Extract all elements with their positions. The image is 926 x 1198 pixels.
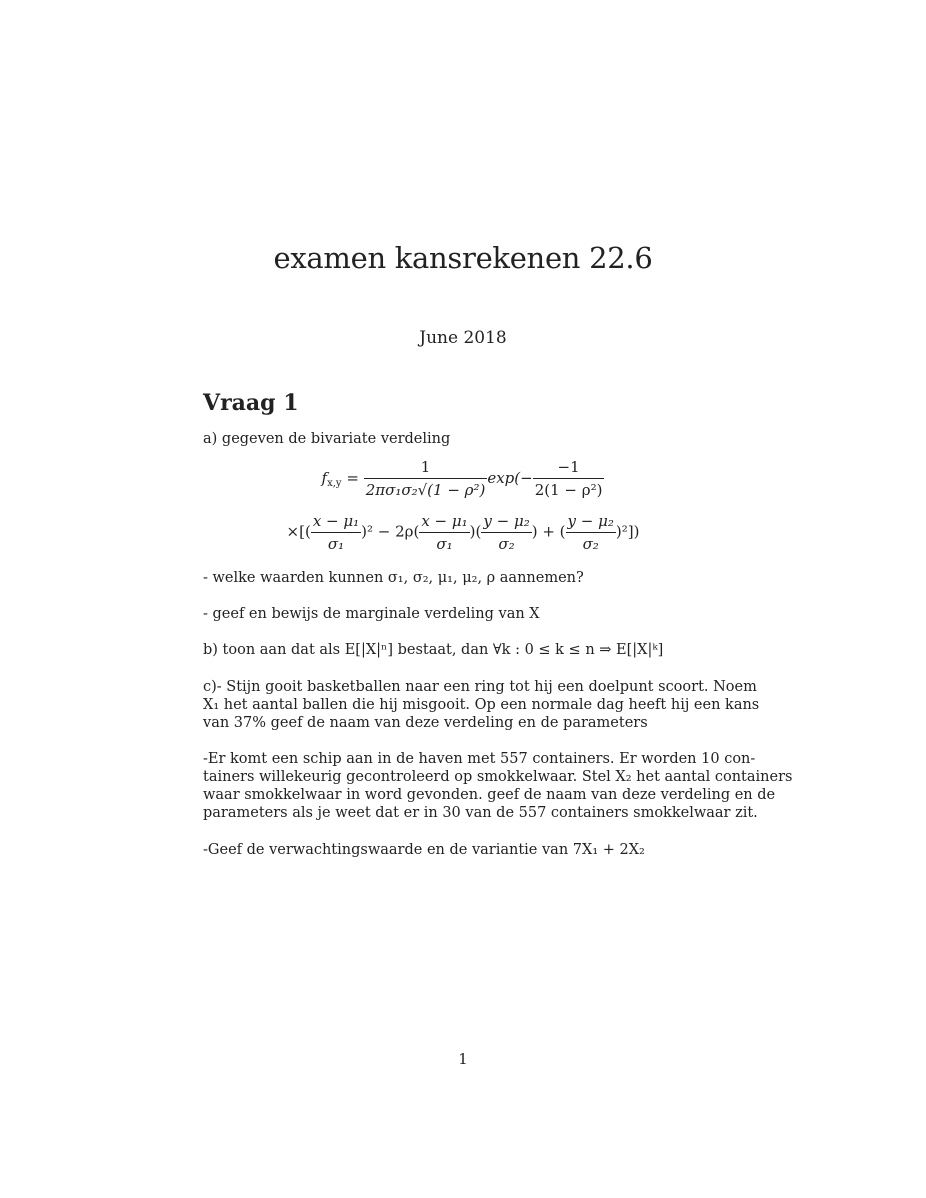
formula-exp: exp(− bbox=[487, 468, 533, 487]
question-ship-line: waar smokkelwaar in word gevonden. geef de naam van deze verdeling en de bbox=[203, 787, 776, 803]
question-b: b) toon aan dat als E[|X|ⁿ] bestaat, dan ∀k : 0 ≤ k ≤ n ⇒ E[|X|ᵏ] bbox=[203, 642, 664, 658]
question-ship-line: tainers willekeurig gecontroleerd op smokkelwaar. Stel X₂ het aantal containers bbox=[203, 769, 793, 785]
question-c-line: X₁ het aantal ballen die hij misgooit. Op een normale dag heeft hij een kans bbox=[203, 697, 760, 713]
formula-line-2: ×[( $\frac{\text{x − μ₁}}{\text{σ₁}}$ )² − 2ρ( $\frac{\text{x − μ₁}}{\text{σ₁}}$ )( $\frac{\text{y − μ₂}}{\text{σ₂}}$ ) + ( $\frac{\text{y − μ₂}}{\text{σ₂}}$ )²]) bbox=[286, 512, 640, 553]
document-date: June 2018 bbox=[419, 328, 507, 348]
page-number: 1 bbox=[458, 1050, 468, 1068]
question-ship-containers bbox=[203, 750, 793, 822]
formula-fraction-x-mu1-b: $\frac{\text{x − μ₁}}{\text{σ₁}}$ bbox=[421, 512, 468, 553]
question-ship-line: parameters als je weet dat er in 30 van de 557 containers smokkelwaar zit. bbox=[203, 805, 758, 821]
formula-line-1: $f_{x,y}$ = $\frac{1}{\text{2πσ₁σ₂√(1 − ρ²)}}$ exp(− $\frac{-1}{\text{2(1 − ρ²)}}$ bbox=[321, 458, 603, 499]
question-a-intro: a) gegeven de bivariate verdeling bbox=[203, 431, 451, 447]
formula-fraction-exponent: $\frac{-1}{\text{2(1 − ρ²)}}$ bbox=[534, 458, 603, 499]
question-expectation-variance: -Geef de verwachtingswaarde en de variantie van 7X₁ + 2X₂ bbox=[203, 842, 645, 858]
question-c-line: van 37% geef de naam van deze verdeling en de parameters bbox=[203, 715, 648, 731]
formula-fraction-normalizer: $\frac{1}{\text{2πσ₁σ₂√(1 − ρ²)}}$ bbox=[365, 458, 486, 499]
question-c-line: c)- Stijn gooit basketballen naar een ring tot hij een doelpunt scoort. Noem bbox=[203, 679, 757, 695]
formula-fraction-y-mu2-b: $\frac{\text{y − μ₂}}{\text{σ₂}}$ bbox=[567, 512, 614, 553]
formula-fraction-x-mu1-a: $\frac{\text{x − μ₁}}{\text{σ₁}}$ bbox=[312, 512, 360, 553]
question-c-basketball bbox=[203, 678, 760, 732]
section-heading-vraag-1: Vraag 1 bbox=[203, 390, 299, 416]
question-a-parameters: - welke waarden kunnen σ₁, σ₂, μ₁, μ₂, ρ aannemen? bbox=[203, 570, 584, 586]
document-title: examen kansrekenen 22.6 bbox=[273, 241, 653, 275]
question-a-marginal: - geef en bewijs de marginale verdeling van X bbox=[203, 606, 540, 622]
question-ship-line: -Er komt een schip aan in de haven met 557 containers. Er worden 10 con- bbox=[203, 751, 756, 767]
formula-fraction-y-mu2-a: $\frac{\text{y − μ₂}}{\text{σ₂}}$ bbox=[483, 512, 530, 553]
formula-lhs: $f_{x,y}$ bbox=[321, 468, 342, 489]
